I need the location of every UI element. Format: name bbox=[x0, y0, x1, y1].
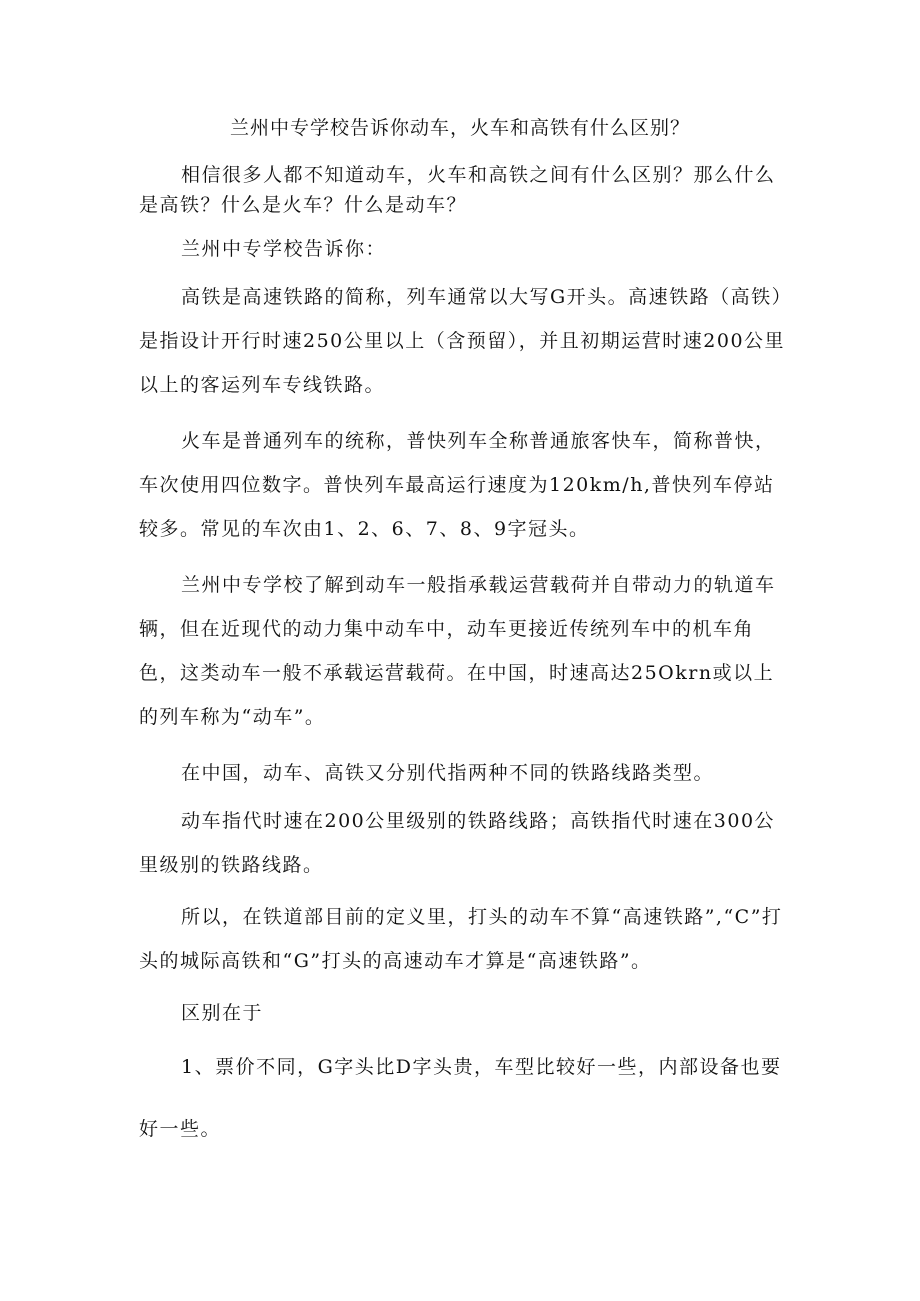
paragraph-intro: 相信很多人都不知道动车，火车和高铁之间有什么区别？那么什么是高铁？什么是火车？什么是动车？ bbox=[139, 164, 776, 216]
paragraph-school-says: 兰州中专学校告诉你： bbox=[181, 238, 387, 260]
paragraph-huoche: 火车是普通列车的统称，普快列车全称普通旅客快车，简称普快，车次使用四位数字。普快列车最高运行速度为120km/h,普快列车停站较多。常见的车次由1、2、6、7、8、9字冠头。 bbox=[139, 430, 776, 540]
paragraph-line-types: 在中国，动车、高铁又分别代指两种不同的铁路线路类型。 bbox=[181, 762, 715, 784]
document-title: 兰州中专学校告诉你动车，火车和高铁有什么区别？ bbox=[229, 117, 690, 139]
paragraph-difference-1: 1、票价不同，G字头比D字头贵，车型比较好一些，内部设备也要好一些。 bbox=[139, 1056, 782, 1140]
paragraph-dongche: 兰州中专学校了解到动车一般指承载运营载荷并自带动力的轨道车辆，但在近现代的动力集中动车中，动车更接近传统列车中的机车角色，这类动车一般不承载运营载荷。在中国，时速高达25Okrn或以上的列车称为“动车”。 bbox=[139, 574, 776, 728]
paragraph-speed-classes: 动车指代时速在200公里级别的铁路线路；高铁指代时速在300公里级别的铁路线路。 bbox=[139, 810, 776, 876]
paragraph-definition: 所以，在铁道部目前的定义里，打头的动车不算“高速铁路”,“C”打头的城际高铁和“G”打头的高速动车才算是“高速铁路”。 bbox=[139, 906, 783, 972]
paragraph-gaotie: 高铁是高速铁路的简称，列车通常以大写G开头。高速铁路（高铁）是指设计开行时速250公里以上（含预留），并且初期运营时速200公里以上的客运列车专线铁路。 bbox=[139, 286, 786, 396]
paragraph-difference-heading: 区别在于 bbox=[181, 1002, 264, 1024]
